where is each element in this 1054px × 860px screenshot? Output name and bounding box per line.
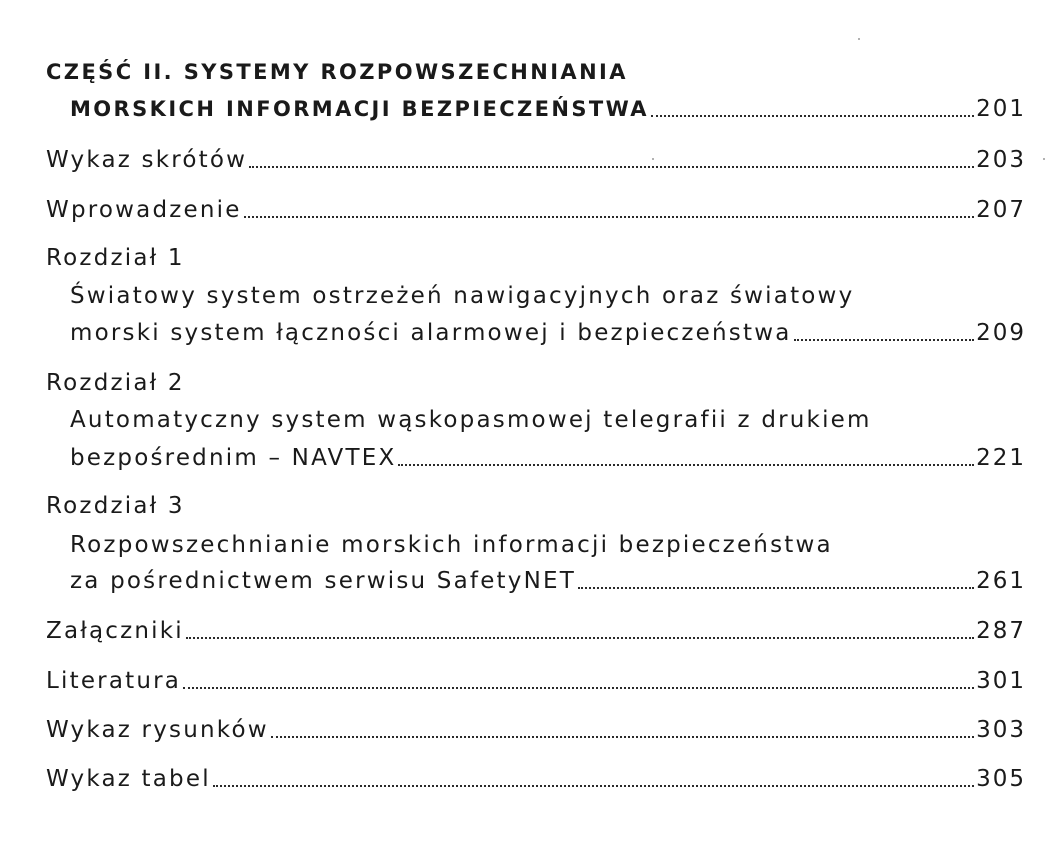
dot-leader — [271, 736, 974, 738]
chapter-title: Światowy system ostrzeżeń nawigacyjnych oraz światowy — [70, 283, 855, 309]
chapter-heading: Rozdział 2 — [46, 370, 185, 396]
scan-speck — [652, 158, 654, 160]
chapter-title: morski system łączności alarmowej i bezpieczeństwa — [70, 320, 792, 346]
chapter-heading: Rozdział 1 — [46, 245, 185, 271]
page-number: 203 — [976, 147, 1026, 173]
page-number: 305 — [976, 766, 1026, 792]
dot-leader — [183, 687, 974, 689]
chapter-2-title-line-1 — [70, 409, 1026, 432]
dot-leader — [244, 216, 974, 218]
chapter-3-title-line-1 — [70, 534, 1026, 557]
scan-speck — [1043, 158, 1045, 160]
entry-label: Wprowadzenie — [46, 197, 242, 223]
page-number: 301 — [976, 668, 1026, 694]
page-number: 207 — [976, 197, 1026, 223]
toc-entry-introduction[interactable] — [46, 199, 1026, 222]
toc-entry-figures[interactable] — [46, 719, 1026, 742]
chapter-1-title-line-1 — [70, 285, 1026, 308]
chapter-title: Rozpowszechnianie morskich informacji bezpieczeństwa — [70, 532, 833, 558]
chapter-3-heading — [46, 495, 1026, 518]
toc-entry-chapter-2[interactable] — [70, 447, 1026, 470]
entry-label: Wykaz rysunków — [46, 717, 269, 743]
entry-label: Załączniki — [46, 618, 184, 644]
scan-speck — [858, 38, 860, 40]
chapter-2-heading — [46, 372, 1026, 395]
toc-entry-abbreviations[interactable] — [46, 149, 1026, 172]
entry-label: Wykaz skrótów — [46, 147, 248, 173]
part-heading-line-1 — [46, 62, 1026, 83]
toc-entry-chapter-3[interactable] — [70, 570, 1026, 593]
chapter-title: Automatyczny system wąskopasmowej telegrafii z drukiem — [70, 407, 872, 433]
dot-leader — [578, 587, 974, 589]
page-number: 261 — [976, 568, 1026, 594]
toc-entry-appendices[interactable] — [46, 620, 1026, 643]
toc-entry-literature[interactable] — [46, 670, 1026, 693]
toc-entry-chapter-1[interactable] — [70, 322, 1026, 345]
page-number: 209 — [976, 320, 1026, 346]
chapter-1-heading — [46, 247, 1026, 270]
part-title-line-1: CZĘŚĆ II. SYSTEMY ROZPOWSZECHNIANIA — [46, 60, 628, 84]
entry-label: Wykaz tabel — [46, 766, 211, 792]
toc-entry-tables[interactable] — [46, 768, 1026, 791]
entry-label: Literatura — [46, 668, 182, 694]
dot-leader — [249, 166, 974, 168]
page-number: 221 — [976, 445, 1026, 471]
page-number: 201 — [976, 96, 1026, 122]
dot-leader — [794, 339, 975, 341]
chapter-heading: Rozdział 3 — [46, 493, 185, 519]
page-number: 303 — [976, 717, 1026, 743]
chapter-title: za pośrednictwem serwisu SafetyNET — [70, 568, 576, 594]
dot-leader — [651, 115, 974, 117]
page-number: 287 — [976, 618, 1026, 644]
part-title-line-2: MORSKICH INFORMACJI BEZPIECZEŃSTWA — [70, 97, 649, 121]
dot-leader — [398, 464, 974, 466]
dot-leader — [213, 785, 974, 787]
toc-entry-part[interactable] — [70, 98, 1026, 121]
dot-leader — [186, 637, 974, 639]
chapter-title: bezpośrednim – NAVTEX — [70, 445, 397, 471]
